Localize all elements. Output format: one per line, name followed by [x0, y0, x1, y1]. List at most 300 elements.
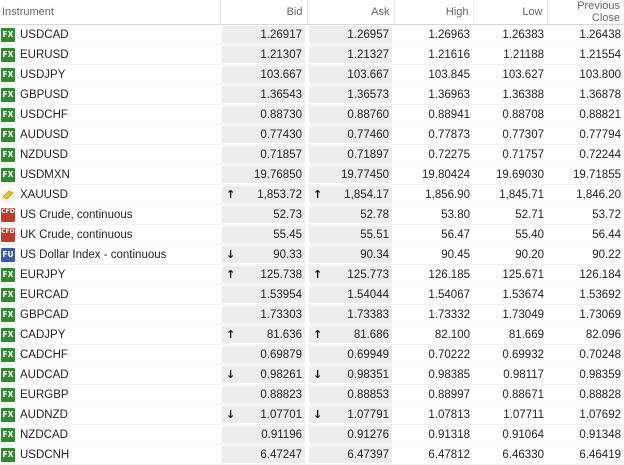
table-row[interactable]: [0, 385, 624, 405]
instrument-name[interactable]: CADCHF: [20, 348, 68, 361]
bid-box[interactable]: [222, 406, 305, 423]
high-value: 56.47: [394, 225, 473, 245]
instrument-cell: [0, 145, 220, 165]
instrument-name[interactable]: NZDUSD: [20, 148, 68, 161]
table-row[interactable]: [0, 345, 624, 365]
bid-cell[interactable]: [220, 325, 307, 345]
instrument-name[interactable]: US Crude, continuous: [20, 208, 133, 221]
fx-badge-icon: FX: [1, 108, 15, 122]
bid-cell[interactable]: [220, 145, 307, 165]
bid-cell[interactable]: [220, 45, 307, 65]
ask-cell[interactable]: [307, 445, 394, 465]
high-value: 0.70222: [394, 345, 473, 365]
instrument-name[interactable]: CADJPY: [20, 328, 66, 341]
high-value: 1,856.90: [394, 185, 473, 205]
high-value: 6.47812: [394, 445, 473, 465]
arrow-up-icon: ↑: [226, 328, 236, 341]
instrument-cell: [0, 265, 220, 285]
bid-cell[interactable]: [220, 365, 307, 385]
bid-value: 1.07701: [260, 408, 302, 421]
high-value: 1.26963: [394, 25, 473, 45]
bid-cell[interactable]: [220, 425, 307, 445]
high-value: 1.73332: [394, 305, 473, 325]
instrument-cell: [0, 385, 220, 405]
futures-badge-icon: FU: [1, 248, 15, 262]
previous-close-value: 103.800: [547, 65, 624, 85]
ask-box[interactable]: [309, 286, 392, 303]
ask-value: 0.71897: [347, 148, 389, 161]
ask-cell[interactable]: [307, 185, 394, 205]
ask-cell[interactable]: [307, 145, 394, 165]
instrument-cell: [0, 305, 220, 325]
high-value: 0.72275: [394, 145, 473, 165]
bid-box[interactable]: [222, 126, 305, 143]
previous-close-value: 1.53692: [547, 285, 624, 305]
instrument-cell: [0, 65, 220, 85]
ask-cell[interactable]: [307, 45, 394, 65]
bid-box[interactable]: [222, 166, 305, 183]
fx-badge-icon: FX: [1, 308, 15, 322]
previous-close-value: 19.71855: [547, 165, 624, 185]
ask-box[interactable]: [309, 86, 392, 103]
bid-value: 1.36543: [260, 88, 302, 101]
low-value: 1,845.71: [473, 185, 547, 205]
bid-value: 1.26917: [260, 28, 302, 41]
instrument-name[interactable]: GBPUSD: [20, 88, 69, 101]
ask-cell[interactable]: [307, 305, 394, 325]
instrument-cell: [0, 285, 220, 305]
bid-cell[interactable]: [220, 65, 307, 85]
high-value: 82.100: [394, 325, 473, 345]
low-value: 52.71: [473, 205, 547, 225]
ask-value: 1.36573: [347, 88, 389, 101]
fx-badge-icon: FX: [1, 128, 15, 142]
column-header-bid[interactable]: Bid: [220, 0, 307, 25]
fx-badge-icon: FX: [1, 288, 15, 302]
bid-cell[interactable]: [220, 305, 307, 325]
ask-cell[interactable]: [307, 345, 394, 365]
high-value: 90.45: [394, 245, 473, 265]
arrow-up-icon: ↑: [313, 268, 323, 281]
column-header-previous-close[interactable]: Previous Close: [547, 0, 624, 25]
table-row[interactable]: [0, 425, 624, 445]
table-row[interactable]: [0, 165, 624, 185]
fx-badge-icon: FX: [1, 168, 15, 182]
ask-box[interactable]: [309, 386, 392, 403]
bid-cell[interactable]: [220, 385, 307, 405]
high-value: 126.185: [394, 265, 473, 285]
ask-value: 90.34: [360, 248, 389, 261]
bid-value: 1.53954: [260, 288, 302, 301]
bid-value: 0.88823: [260, 388, 302, 401]
ask-box[interactable]: [309, 146, 392, 163]
instrument-cell: [0, 125, 220, 145]
low-value: 1.26383: [473, 25, 547, 45]
table-row[interactable]: [0, 265, 624, 285]
fx-badge-icon: FX: [1, 428, 15, 442]
bid-value: 19.76850: [254, 168, 302, 181]
bid-cell[interactable]: [220, 125, 307, 145]
bid-box[interactable]: [222, 426, 305, 443]
bid-value: 81.636: [266, 328, 302, 341]
ask-box[interactable]: [309, 426, 392, 443]
bid-box[interactable]: [222, 66, 305, 83]
arrow-down-icon: ↓: [313, 368, 323, 381]
instrument-name[interactable]: US Dollar Index - continuous: [20, 248, 167, 261]
quotes-body: [0, 25, 624, 465]
ask-cell[interactable]: [307, 205, 394, 225]
ask-value: 103.667: [347, 68, 389, 81]
ask-cell[interactable]: [307, 405, 394, 425]
fx-badge-icon: FX: [1, 368, 15, 382]
bid-value: 103.667: [260, 68, 302, 81]
ask-value: 1.26957: [347, 28, 389, 41]
previous-close-value: 0.98359: [547, 365, 624, 385]
ask-box[interactable]: [309, 366, 392, 383]
bid-value: 1.73303: [260, 308, 302, 321]
instrument-cell: [0, 245, 220, 265]
fx-badge-icon: FX: [1, 448, 15, 462]
low-value: 1.53674: [473, 285, 547, 305]
bid-cell[interactable]: [220, 285, 307, 305]
ask-cell[interactable]: [307, 85, 394, 105]
low-value: 81.669: [473, 325, 547, 345]
bid-box[interactable]: [222, 146, 305, 163]
ask-cell[interactable]: [307, 165, 394, 185]
ask-cell[interactable]: [307, 125, 394, 145]
ask-value: 0.77460: [347, 128, 389, 141]
ask-box[interactable]: [309, 246, 392, 263]
low-value: 0.98117: [473, 365, 547, 385]
instrument-cell: [0, 205, 220, 225]
high-value: 0.88997: [394, 385, 473, 405]
table-row[interactable]: [0, 445, 624, 465]
bid-cell[interactable]: [220, 245, 307, 265]
instrument-name[interactable]: EURCAD: [20, 288, 69, 301]
previous-close-value: 1.26438: [547, 25, 624, 45]
instrument-name[interactable]: USDCHF: [20, 108, 68, 121]
ask-box[interactable]: [309, 266, 392, 283]
ask-value: 1.21327: [347, 48, 389, 61]
bid-value: 0.71857: [260, 148, 302, 161]
previous-close-value: 6.46419: [547, 445, 624, 465]
instrument-name[interactable]: AUDUSD: [20, 128, 69, 141]
instrument-cell: [0, 405, 220, 425]
low-value: 0.69932: [473, 345, 547, 365]
bid-box[interactable]: [222, 266, 305, 283]
table-row[interactable]: [0, 325, 624, 345]
instrument-name[interactable]: EURUSD: [20, 48, 69, 61]
ask-box[interactable]: [309, 46, 392, 63]
high-value: 1.54067: [394, 285, 473, 305]
arrow-up-icon: ↑: [226, 268, 236, 281]
high-value: 1.07813: [394, 405, 473, 425]
arrow-down-icon: ↓: [313, 408, 323, 421]
instrument-name[interactable]: USDCNH: [20, 448, 70, 461]
previous-close-value: 90.22: [547, 245, 624, 265]
low-value: 55.40: [473, 225, 547, 245]
ask-box[interactable]: [309, 26, 392, 43]
previous-close-value: 126.184: [547, 265, 624, 285]
ask-box[interactable]: [309, 326, 392, 343]
table-row[interactable]: [0, 305, 624, 325]
ask-box[interactable]: [309, 446, 392, 463]
instrument-cell: [0, 365, 220, 385]
table-row[interactable]: [0, 45, 624, 65]
table-row[interactable]: [0, 365, 624, 385]
bid-value: 0.91196: [261, 428, 302, 441]
low-value: 1.07711: [473, 405, 547, 425]
table-row[interactable]: [0, 105, 624, 125]
table-row[interactable]: [0, 205, 624, 225]
ask-cell[interactable]: [307, 365, 394, 385]
low-value: 0.77307: [473, 125, 547, 145]
bid-cell[interactable]: [220, 205, 307, 225]
column-header-high[interactable]: High: [394, 0, 473, 25]
fx-badge-icon: FX: [1, 268, 15, 282]
fx-badge-icon: FX: [1, 408, 15, 422]
bid-box[interactable]: [222, 346, 305, 363]
high-value: 0.88941: [394, 105, 473, 125]
ask-box[interactable]: [309, 206, 392, 223]
ask-cell[interactable]: [307, 65, 394, 85]
ask-cell[interactable]: [307, 385, 394, 405]
previous-close-value: 1,846.20: [547, 185, 624, 205]
ask-box[interactable]: [309, 126, 392, 143]
bid-cell[interactable]: [220, 345, 307, 365]
low-value: 1.73049: [473, 305, 547, 325]
instrument-cell: [0, 425, 220, 445]
high-value: 103.845: [394, 65, 473, 85]
low-value: 6.46330: [473, 445, 547, 465]
instrument-cell: [0, 25, 220, 45]
previous-close-value: 0.70248: [547, 345, 624, 365]
table-row[interactable]: [0, 65, 624, 85]
ask-cell[interactable]: [307, 285, 394, 305]
fx-badge-icon: FX: [1, 68, 15, 82]
instrument-name[interactable]: XAUUSD: [20, 188, 68, 201]
bid-cell[interactable]: [220, 165, 307, 185]
fx-badge-icon: FX: [1, 348, 15, 362]
low-value: 19.69030: [473, 165, 547, 185]
fx-badge-icon: FX: [1, 48, 15, 62]
ask-value: 55.51: [360, 228, 389, 241]
previous-close-value: 82.096: [547, 325, 624, 345]
ask-value: 19.77450: [341, 168, 389, 181]
instrument-name[interactable]: GBPCAD: [20, 308, 69, 321]
bid-box[interactable]: [222, 186, 305, 203]
table-row[interactable]: [0, 85, 624, 105]
bid-value: 0.69879: [260, 348, 302, 361]
ask-box[interactable]: [309, 186, 392, 203]
ask-cell[interactable]: [307, 225, 394, 245]
previous-close-value: 1.36878: [547, 85, 624, 105]
ask-value: 0.98351: [347, 368, 389, 381]
fx-badge-icon: FX: [1, 328, 15, 342]
instrument-name[interactable]: EURGBP: [20, 388, 69, 401]
bid-box[interactable]: [222, 366, 305, 383]
instrument-name[interactable]: NZDCAD: [20, 428, 68, 441]
low-value: 103.627: [473, 65, 547, 85]
gold-bar-icon: [1, 188, 15, 202]
fx-badge-icon: FX: [1, 388, 15, 402]
arrow-up-icon: ↑: [313, 328, 323, 341]
ask-box[interactable]: [309, 106, 392, 123]
instrument-name[interactable]: USDMXN: [20, 168, 70, 181]
arrow-down-icon: ↓: [226, 248, 236, 261]
instrument-cell: [0, 45, 220, 65]
cfd-badge-icon: CFD: [1, 228, 15, 242]
instrument-cell: [0, 345, 220, 365]
ask-value: 0.88853: [347, 388, 389, 401]
ask-cell[interactable]: [307, 25, 394, 45]
bid-box[interactable]: [222, 106, 305, 123]
table-row[interactable]: [0, 145, 624, 165]
table-row[interactable]: [0, 185, 624, 205]
bid-value: 125.738: [260, 268, 302, 281]
arrow-up-icon: ↑: [226, 188, 236, 201]
instrument-cell: [0, 165, 220, 185]
table-row[interactable]: [0, 25, 624, 45]
bid-cell[interactable]: [220, 405, 307, 425]
previous-close-value: 1.21554: [547, 45, 624, 65]
ask-cell[interactable]: [307, 265, 394, 285]
bid-box[interactable]: [222, 386, 305, 403]
low-value: 0.71757: [473, 145, 547, 165]
bid-value: 0.98261: [260, 368, 302, 381]
fx-badge-icon: FX: [1, 148, 15, 162]
bid-box[interactable]: [222, 206, 305, 223]
table-row[interactable]: [0, 225, 624, 245]
high-value: 0.91318: [394, 425, 473, 445]
ask-value: 0.69949: [347, 348, 389, 361]
instrument-name[interactable]: UK Crude, continuous: [20, 228, 133, 241]
bid-cell[interactable]: [220, 265, 307, 285]
bid-box[interactable]: [222, 226, 305, 243]
high-value: 1.21616: [394, 45, 473, 65]
ask-box[interactable]: [309, 226, 392, 243]
bid-value: 1.21307: [260, 48, 302, 61]
instrument-name[interactable]: AUDCAD: [20, 368, 69, 381]
low-value: 0.88708: [473, 105, 547, 125]
instrument-name[interactable]: USDCAD: [20, 28, 69, 41]
low-value: 125.671: [473, 265, 547, 285]
instrument-name[interactable]: USDJPY: [20, 68, 66, 81]
arrow-down-icon: ↓: [226, 368, 236, 381]
high-value: 53.80: [394, 205, 473, 225]
bid-value: 52.73: [273, 208, 302, 221]
fx-badge-icon: FX: [1, 28, 15, 42]
ask-value: 81.686: [353, 328, 389, 341]
previous-close-value: 0.72244: [547, 145, 624, 165]
bid-value: 90.33: [273, 248, 302, 261]
bid-value: 6.47247: [260, 448, 302, 461]
bid-cell[interactable]: [220, 185, 307, 205]
ask-value: 1.73383: [347, 308, 389, 321]
ask-box[interactable]: [309, 406, 392, 423]
ask-cell[interactable]: [307, 325, 394, 345]
bid-box[interactable]: [222, 26, 305, 43]
ask-value: 0.91276: [347, 428, 389, 441]
ask-box[interactable]: [309, 166, 392, 183]
instrument-cell: [0, 225, 220, 245]
bid-value: 0.77430: [260, 128, 302, 141]
bid-cell[interactable]: [220, 225, 307, 245]
bid-box[interactable]: [222, 286, 305, 303]
bid-box[interactable]: [222, 306, 305, 323]
bid-box[interactable]: [222, 326, 305, 343]
bid-box[interactable]: [222, 246, 305, 263]
bid-cell[interactable]: [220, 445, 307, 465]
instrument-name[interactable]: AUDNZD: [20, 408, 68, 421]
table-row[interactable]: [0, 125, 624, 145]
high-value: 0.98385: [394, 365, 473, 385]
instrument-cell: [0, 105, 220, 125]
previous-close-value: 53.72: [547, 205, 624, 225]
ask-value: 6.47397: [347, 448, 389, 461]
ask-cell[interactable]: [307, 425, 394, 445]
bid-box[interactable]: [222, 46, 305, 63]
low-value: 90.20: [473, 245, 547, 265]
low-value: 1.36388: [473, 85, 547, 105]
previous-close-value: 1.73069: [547, 305, 624, 325]
ask-box[interactable]: [309, 66, 392, 83]
high-value: 0.77873: [394, 125, 473, 145]
low-value: 1.21188: [473, 45, 547, 65]
instrument-cell: [0, 185, 220, 205]
instrument-cell: [0, 445, 220, 465]
ask-box[interactable]: [309, 346, 392, 363]
instrument-name[interactable]: EURJPY: [20, 268, 66, 281]
ask-cell[interactable]: [307, 245, 394, 265]
column-header-low[interactable]: Low: [473, 0, 547, 25]
previous-close-value: 1.07692: [547, 405, 624, 425]
table-row[interactable]: [0, 285, 624, 305]
ask-box[interactable]: [309, 306, 392, 323]
table-header: [0, 0, 624, 25]
previous-close-value: 0.88821: [547, 105, 624, 125]
table-row[interactable]: [0, 405, 624, 425]
bid-value: 55.45: [273, 228, 302, 241]
previous-close-value: 0.91348: [547, 425, 624, 445]
high-value: 19.80424: [394, 165, 473, 185]
bid-cell[interactable]: [220, 105, 307, 125]
ask-value: 1.54044: [347, 288, 389, 301]
ask-cell[interactable]: [307, 105, 394, 125]
bid-box[interactable]: [222, 86, 305, 103]
low-value: 0.88671: [473, 385, 547, 405]
ask-value: 125.773: [347, 268, 389, 281]
column-header-instrument[interactable]: Instrument: [0, 0, 220, 25]
ask-value: 52.78: [360, 208, 389, 221]
bid-value: 1,853.72: [257, 188, 302, 201]
arrow-down-icon: ↓: [226, 408, 236, 421]
high-value: 1.36963: [394, 85, 473, 105]
bid-cell[interactable]: [220, 25, 307, 45]
low-value: 0.91064: [473, 425, 547, 445]
instrument-cell: [0, 325, 220, 345]
ask-value: 1,854.17: [344, 188, 389, 201]
bid-value: 0.88730: [260, 108, 302, 121]
instrument-cell: [0, 85, 220, 105]
column-header-ask[interactable]: Ask: [307, 0, 394, 25]
ask-value: 1.07791: [347, 408, 389, 421]
bid-box[interactable]: [222, 446, 305, 463]
bid-cell[interactable]: [220, 85, 307, 105]
table-row[interactable]: [0, 245, 624, 265]
ask-value: 0.88760: [347, 108, 389, 121]
cfd-badge-icon: CFD: [1, 208, 15, 222]
